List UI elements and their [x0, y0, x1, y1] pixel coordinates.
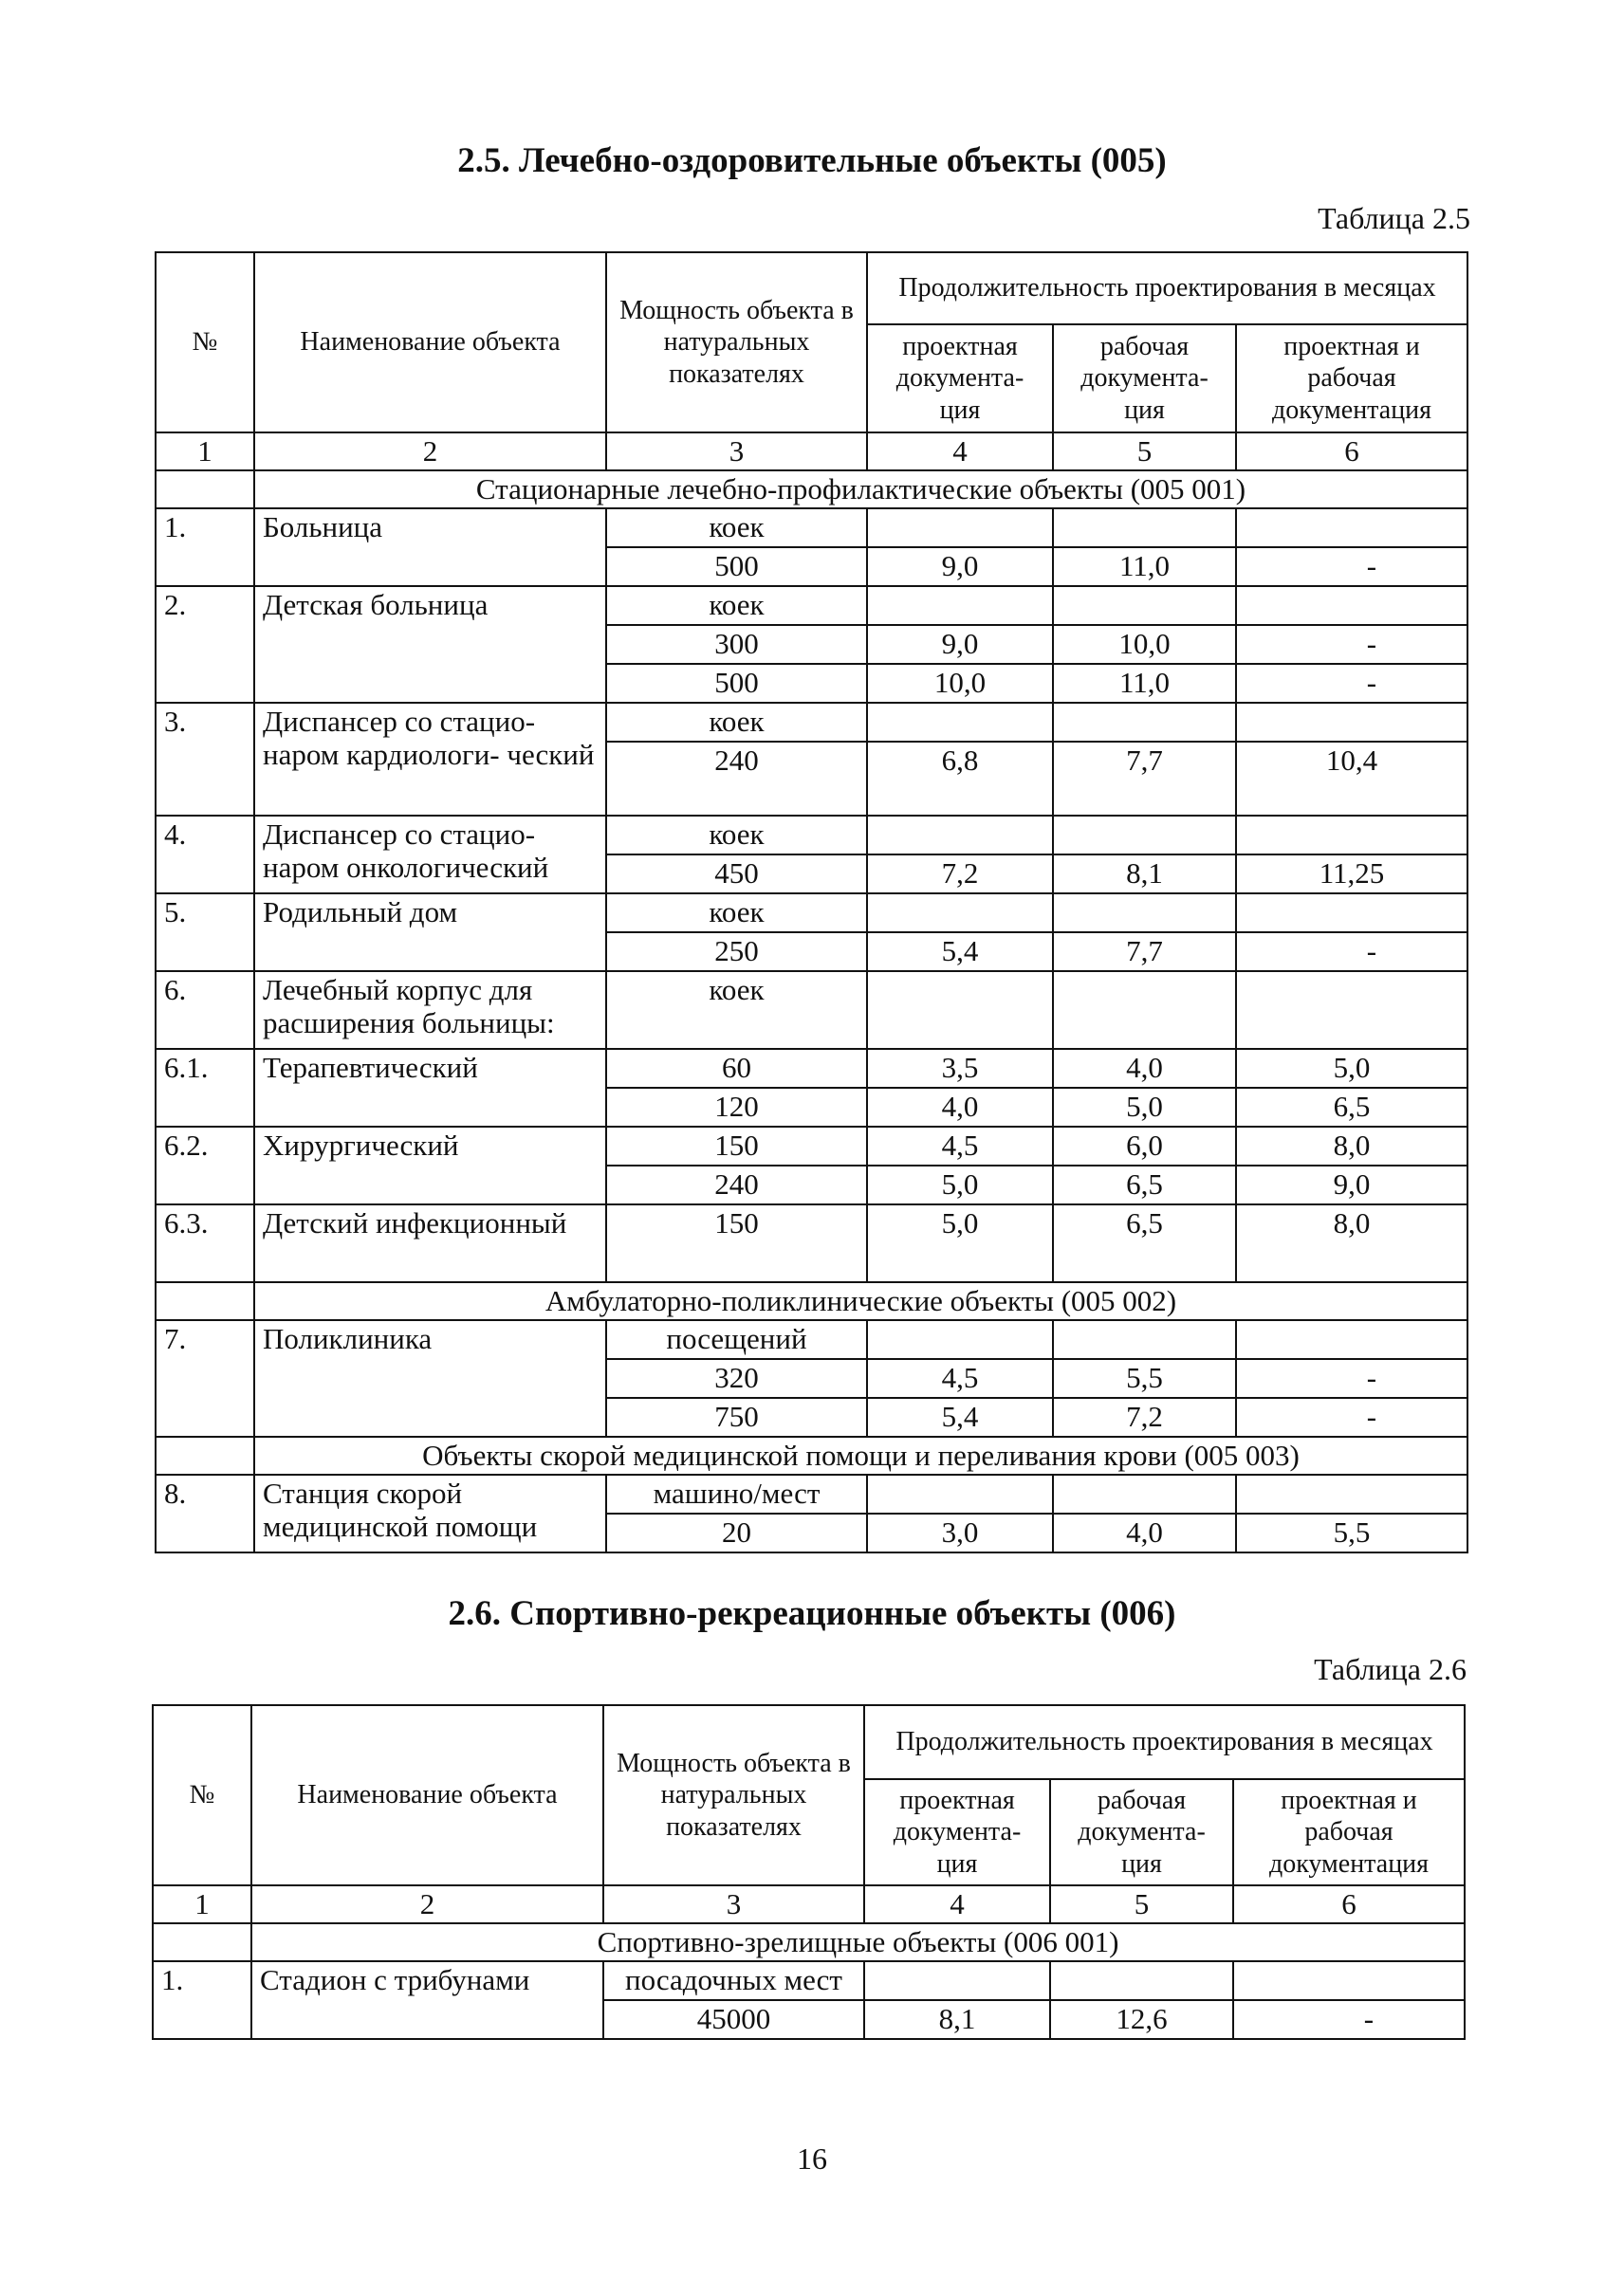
- capacity-value: 120: [606, 1088, 867, 1127]
- both-doc-value: 8,0: [1236, 1204, 1467, 1282]
- unit-label: коек: [606, 893, 867, 932]
- group-row: [153, 1923, 1465, 1961]
- project-doc-value: 5,0: [867, 1204, 1053, 1282]
- header-both-doc: проектная и рабочая документация: [1233, 1779, 1465, 1885]
- row-number: 6.2.: [156, 1127, 254, 1204]
- unit-label: коек: [606, 703, 867, 742]
- both-doc-value: -: [1236, 625, 1467, 664]
- object-name: Диспансер со стацио- наром онкологический: [254, 816, 606, 893]
- project-doc-value: 10,0: [867, 664, 1053, 703]
- column-numbers-row: [156, 432, 1467, 470]
- row-number: 2.: [156, 586, 254, 703]
- object-name: Детская больница: [254, 586, 606, 703]
- row-number: 4.: [156, 816, 254, 893]
- both-doc-value: -: [1236, 1359, 1467, 1398]
- both-doc-value: -: [1236, 664, 1467, 703]
- unit-label: коек: [606, 816, 867, 854]
- col-number: 3: [606, 432, 867, 470]
- project-doc-value: 7,2: [867, 854, 1053, 893]
- header-project-doc: проектная документа- ция: [867, 324, 1053, 432]
- capacity-value: 45000: [603, 2000, 864, 2039]
- row-number: 1.: [156, 508, 254, 586]
- capacity-value: 500: [606, 547, 867, 586]
- both-doc-value: -: [1236, 1398, 1467, 1437]
- col-number: 1: [153, 1885, 251, 1923]
- both-doc-value: 9,0: [1236, 1166, 1467, 1204]
- table-row: [156, 1127, 1467, 1166]
- working-doc-value: 8,1: [1053, 854, 1236, 893]
- col-number: 6: [1233, 1885, 1465, 1923]
- table-label: Таблица 2.5: [1318, 201, 1470, 235]
- row-number: 6.3.: [156, 1204, 254, 1282]
- column-numbers-row: [153, 1885, 1465, 1923]
- group-title: Амбулаторно-поликлинические объекты (005 002): [254, 1282, 1467, 1320]
- capacity-value: 20: [606, 1514, 867, 1552]
- project-doc-value: 9,0: [867, 547, 1053, 586]
- capacity-value: 150: [606, 1204, 867, 1282]
- capacity-value: 320: [606, 1359, 867, 1398]
- both-doc-value: 5,5: [1236, 1514, 1467, 1552]
- table-label: Таблица 2.6: [1314, 1652, 1467, 1686]
- object-name: Детский инфекционный: [254, 1204, 606, 1282]
- col-number: 3: [603, 1885, 864, 1923]
- both-doc-value: 10,4: [1236, 742, 1467, 816]
- group-title: Объекты скорой медицинской помощи и переливания крови (005 003): [254, 1437, 1467, 1475]
- capacity-value: 300: [606, 625, 867, 664]
- working-doc-value: 6,0: [1053, 1127, 1236, 1166]
- section-title: 2.6. Спортивно-рекреационные объекты (006): [448, 1594, 1176, 1633]
- capacity-value: 450: [606, 854, 867, 893]
- table-row: [156, 1320, 1467, 1359]
- capacity-value: 500: [606, 664, 867, 703]
- header-name: Наименование объекта: [254, 252, 606, 432]
- object-name: Терапевтический: [254, 1049, 606, 1127]
- project-doc-value: 3,5: [867, 1049, 1053, 1088]
- unit-label: коек: [606, 508, 867, 547]
- both-doc-value: 11,25: [1236, 854, 1467, 893]
- header-name: Наименование объекта: [251, 1705, 603, 1885]
- col-number: 4: [867, 432, 1053, 470]
- sport-objects-table: [152, 1704, 1466, 2040]
- both-doc-value: 8,0: [1236, 1127, 1467, 1166]
- group-row: [156, 1437, 1467, 1475]
- group-title: Стационарные лечебно-профилактические объекты (005 001): [254, 470, 1467, 508]
- table-row: [156, 971, 1467, 1049]
- header-working-doc: рабочая документа- ция: [1053, 324, 1236, 432]
- col-number: 5: [1050, 1885, 1233, 1923]
- both-doc-value: 6,5: [1236, 1088, 1467, 1127]
- row-number: 6.1.: [156, 1049, 254, 1127]
- project-doc-value: 9,0: [867, 625, 1053, 664]
- capacity-value: 750: [606, 1398, 867, 1437]
- table-row: [156, 816, 1467, 854]
- unit-label: коек: [606, 586, 867, 625]
- unit-label: машино/мест: [606, 1475, 867, 1514]
- working-doc-value: 12,6: [1050, 2000, 1233, 2039]
- capacity-value: 150: [606, 1127, 867, 1166]
- table-row: [156, 893, 1467, 932]
- row-number: 1.: [153, 1961, 251, 2039]
- project-doc-value: 3,0: [867, 1514, 1053, 1552]
- capacity-value: 60: [606, 1049, 867, 1088]
- project-doc-value: 5,4: [867, 1398, 1053, 1437]
- header-both-doc: проектная и рабочая документация: [1236, 324, 1467, 432]
- working-doc-value: 10,0: [1053, 625, 1236, 664]
- header-duration-group: Продолжительность проектирования в месяцах: [867, 252, 1467, 324]
- table-row: [156, 508, 1467, 547]
- working-doc-value: 4,0: [1053, 1514, 1236, 1552]
- object-name: Хирургический: [254, 1127, 606, 1204]
- row-number: 5.: [156, 893, 254, 971]
- object-name: Стадион с трибунами: [251, 1961, 603, 2039]
- working-doc-value: 7,2: [1053, 1398, 1236, 1437]
- both-doc-value: -: [1236, 547, 1467, 586]
- working-doc-value: 11,0: [1053, 664, 1236, 703]
- col-number: 2: [251, 1885, 603, 1923]
- col-number: 6: [1236, 432, 1467, 470]
- project-doc-value: 4,0: [867, 1088, 1053, 1127]
- project-doc-value: 4,5: [867, 1359, 1053, 1398]
- header-num: №: [156, 252, 254, 432]
- col-number: 5: [1053, 432, 1236, 470]
- working-doc-value: 11,0: [1053, 547, 1236, 586]
- working-doc-value: 6,5: [1053, 1166, 1236, 1204]
- capacity-value: 240: [606, 742, 867, 816]
- both-doc-value: -: [1233, 2000, 1465, 2039]
- table-row: [156, 1204, 1467, 1282]
- header-num: №: [153, 1705, 251, 1885]
- section-title: 2.5. Лечебно-оздоровительные объекты (005): [457, 141, 1167, 180]
- object-name: Поликлиника: [254, 1320, 606, 1437]
- working-doc-value: 5,0: [1053, 1088, 1236, 1127]
- row-number: 8.: [156, 1475, 254, 1552]
- working-doc-value: 7,7: [1053, 742, 1236, 816]
- object-name: Лечебный корпус для расширения больницы:: [254, 971, 606, 1049]
- object-name: Диспансер со стацио- наром кардиологи- ческий: [254, 703, 606, 816]
- unit-label: посещений: [606, 1320, 867, 1359]
- working-doc-value: 5,5: [1053, 1359, 1236, 1398]
- group-row: [156, 1282, 1467, 1320]
- project-doc-value: 8,1: [864, 2000, 1050, 2039]
- col-number: 1: [156, 432, 254, 470]
- table-row: [156, 703, 1467, 742]
- both-doc-value: -: [1236, 932, 1467, 971]
- table-row: [153, 1961, 1465, 2000]
- working-doc-value: 7,7: [1053, 932, 1236, 971]
- header-capacity: Мощность объекта в натуральных показателях: [603, 1705, 864, 1885]
- table-row: [156, 1049, 1467, 1088]
- header-project-doc: проектная документа- ция: [864, 1779, 1050, 1885]
- working-doc-value: 4,0: [1053, 1049, 1236, 1088]
- medical-objects-table: [155, 251, 1468, 1553]
- project-doc-value: 6,8: [867, 742, 1053, 816]
- row-number: 6.: [156, 971, 254, 1049]
- both-doc-value: 5,0: [1236, 1049, 1467, 1088]
- working-doc-value: 6,5: [1053, 1204, 1236, 1282]
- group-title: Спортивно-зрелищные объекты (006 001): [251, 1923, 1465, 1961]
- row-number: 3.: [156, 703, 254, 816]
- table-row: [156, 1475, 1467, 1514]
- capacity-value: 250: [606, 932, 867, 971]
- col-number: 2: [254, 432, 606, 470]
- object-name: Станция скорой медицинской помощи: [254, 1475, 606, 1552]
- header-working-doc: рабочая документа- ция: [1050, 1779, 1233, 1885]
- project-doc-value: 5,0: [867, 1166, 1053, 1204]
- col-number: 4: [864, 1885, 1050, 1923]
- project-doc-value: 5,4: [867, 932, 1053, 971]
- page-number: 16: [797, 2141, 827, 2176]
- row-number: 7.: [156, 1320, 254, 1437]
- unit-label: посадочных мест: [603, 1961, 864, 2000]
- group-row: [156, 470, 1467, 508]
- capacity-value: 240: [606, 1166, 867, 1204]
- table-row: [156, 586, 1467, 625]
- unit-label: коек: [606, 971, 867, 1049]
- header-duration-group: Продолжительность проектирования в месяцах: [864, 1705, 1465, 1779]
- object-name: Родильный дом: [254, 893, 606, 971]
- header-capacity: Мощность объекта в натуральных показателях: [606, 252, 867, 432]
- project-doc-value: 4,5: [867, 1127, 1053, 1166]
- object-name: Больница: [254, 508, 606, 586]
